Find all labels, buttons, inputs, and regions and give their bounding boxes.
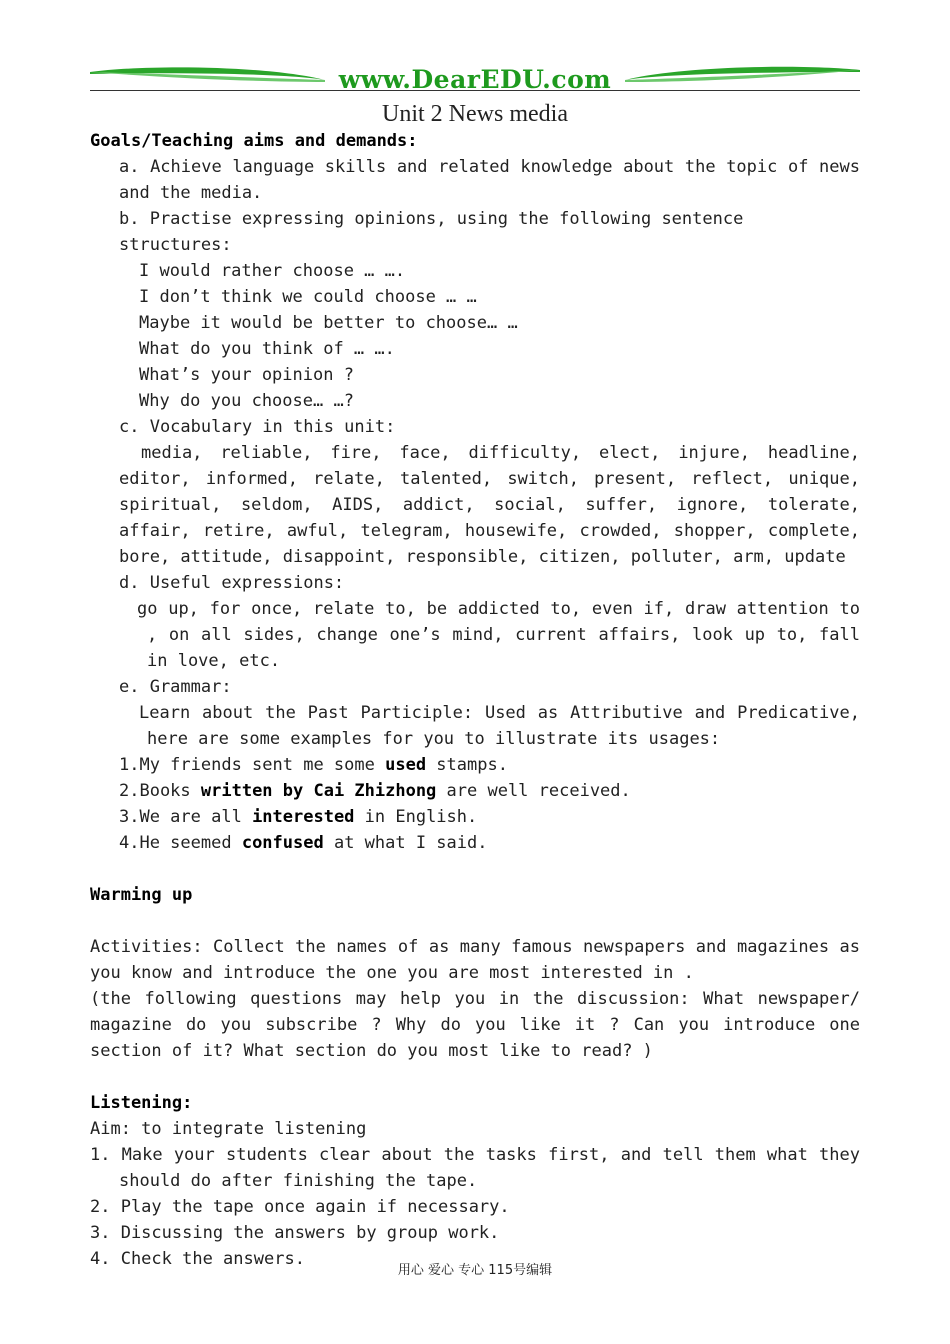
discussion-questions: (the following questions may help you in the discussion: What newspaper/ magazine do you subscribe ? Why do you like it ? Can you introduce one section of it? What section do you most like to read? ) bbox=[90, 989, 860, 1061]
spacer bbox=[90, 1064, 860, 1090]
example-text: at what I said. bbox=[323, 833, 488, 853]
grammar-example bbox=[90, 830, 860, 856]
example-text: in English. bbox=[354, 807, 478, 827]
spacer bbox=[90, 856, 860, 882]
goal-d: d. Useful expressions: bbox=[119, 573, 345, 593]
goal-e: e. Grammar: bbox=[119, 677, 232, 697]
warming-up-heading: Warming up bbox=[90, 885, 193, 905]
structure-item: I would rather choose … …. bbox=[139, 261, 406, 281]
example-highlight: written by Cai Zhizhong bbox=[200, 781, 437, 801]
example-highlight: interested bbox=[252, 807, 355, 827]
example-text: 2.Books bbox=[119, 781, 201, 801]
goal-b: b. Practise expressing opinions, using the following sentence structures: bbox=[119, 209, 744, 255]
activities-text: Activities: Collect the names of as many famous newspapers and magazines as you know and introduce the one you are most interested in . bbox=[90, 937, 860, 983]
listening-aim: Aim: to integrate listening bbox=[90, 1119, 367, 1139]
page-footer: 用心 爱心 专心 115号编辑 bbox=[397, 1263, 553, 1278]
example-highlight: used bbox=[385, 755, 427, 775]
structure-item: What’s your opinion ? bbox=[139, 365, 354, 385]
structure-item: Maybe it would be better to choose… … bbox=[139, 313, 518, 333]
header-rule bbox=[90, 90, 860, 91]
example-text: 1.My friends sent me some bbox=[119, 755, 386, 775]
useful-expressions: go up, for once, relate to, be addicted to, even if, draw attention to , on all sides, change one’s mind, current affairs, look up to, fall in love, etc. bbox=[137, 599, 860, 671]
site-banner bbox=[90, 62, 860, 92]
grammar-text: Learn about the Past Participle: Used as Attributive and Predicative, here are some examples for you to illustrate its usages: bbox=[139, 703, 860, 749]
grammar-example bbox=[90, 804, 860, 830]
listening-step: 3. Discussing the answers by group work. bbox=[90, 1223, 500, 1243]
example-text: are well received. bbox=[436, 781, 631, 801]
example-text: 3.We are all bbox=[119, 807, 253, 827]
vocabulary-list: media, reliable, fire, face, difficulty, elect, injure, headline, editor, informed, relate, talented, switch, present, reflect, unique, spiritual, seldom, AIDS, addict, social, suffer, ignore, tolerate, affair, retire, awful, telegram, housewife, crowded, shopper, complete, bore, attitude, disappoint, responsible, citizen, polluter, arm, update bbox=[119, 443, 860, 567]
spacer bbox=[90, 908, 860, 934]
structure-item: What do you think of … …. bbox=[139, 339, 395, 359]
goals-heading: Goals/Teaching aims and demands: bbox=[90, 131, 418, 151]
grammar-example bbox=[90, 778, 860, 804]
example-text: 4.He seemed bbox=[119, 833, 242, 853]
goal-c: c. Vocabulary in this unit: bbox=[119, 417, 396, 437]
listening-step: 1. Make your students clear about the tasks first, and tell them what they should do after finishing the tape. bbox=[90, 1145, 860, 1191]
example-text: stamps. bbox=[426, 755, 508, 775]
structure-item: I don’t think we could choose … … bbox=[139, 287, 477, 307]
listening-step: 4. Check the answers. bbox=[90, 1249, 305, 1269]
page-title: Unit 2 News media bbox=[382, 101, 568, 127]
listening-step: 2. Play the tape once again if necessary. bbox=[90, 1197, 510, 1217]
listening-heading: Listening: bbox=[90, 1093, 193, 1113]
site-logo-text: www.DearEDU.com bbox=[338, 65, 612, 94]
example-highlight: confused bbox=[241, 833, 324, 853]
goal-a: a. Achieve language skills and related knowledge about the topic of news and the media. bbox=[119, 157, 860, 203]
document-body bbox=[90, 100, 860, 1272]
grammar-example bbox=[90, 752, 860, 778]
structure-item: Why do you choose… …? bbox=[139, 391, 354, 411]
